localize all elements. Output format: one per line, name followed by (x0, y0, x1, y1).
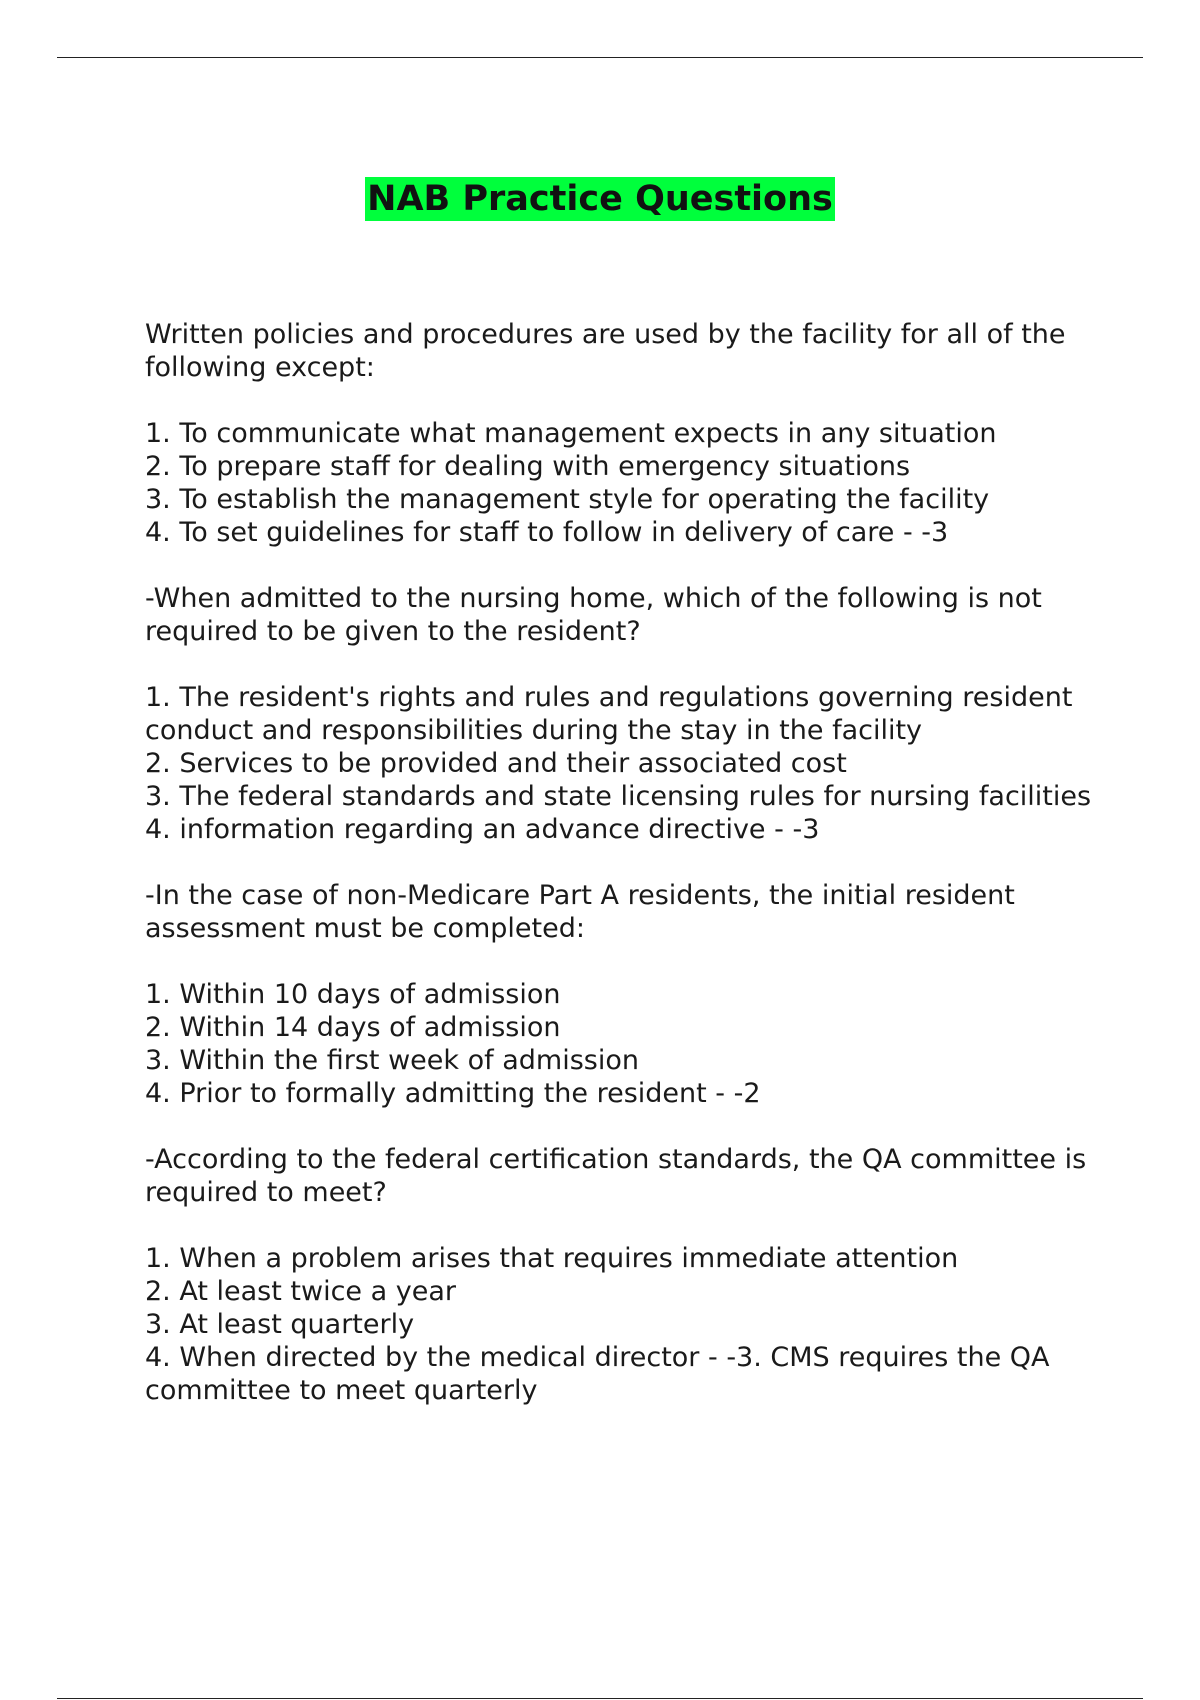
question-text: -When admitted to the nursing home, which of the following is not required to be given to the resident? (145, 583, 1042, 647)
question-block (145, 318, 1105, 549)
question-block (145, 879, 1105, 1110)
option-item: 2. Within 14 days of admission (145, 1012, 561, 1043)
option-item: 1. To communicate what management expects in any situation (145, 418, 997, 449)
option-item: 1. Within 10 days of admission (145, 979, 561, 1010)
question-block (145, 1143, 1105, 1407)
option-item: 2. To prepare staff for dealing with emergency situations (145, 451, 911, 482)
option-item: 3. The federal standards and state licensing rules for nursing facilities (145, 781, 1092, 812)
bottom-divider (57, 1698, 1143, 1699)
option-item: 2. Services to be provided and their associated cost (145, 748, 847, 779)
option-item: 3. Within the first week of admission (145, 1045, 639, 1076)
option-item: 2. At least twice a year (145, 1276, 456, 1307)
page-title: NAB Practice Questions (367, 179, 833, 219)
option-item: 1. When a problem arises that requires immediate attention (145, 1243, 959, 1274)
question-text: -According to the federal certification standards, the QA committee is required to meet? (145, 1144, 1087, 1208)
question-block (145, 582, 1105, 846)
option-item: 4. Prior to formally admitting the resident - -2 (145, 1078, 761, 1109)
option-list (145, 1242, 1105, 1407)
top-divider (57, 57, 1143, 58)
option-list (145, 681, 1105, 846)
question-text: -In the case of non-Medicare Part A residents, the initial resident assessment must be completed: (145, 880, 1015, 944)
question-text: Written policies and procedures are used by the facility for all of the following except: (145, 319, 1066, 383)
option-list (145, 978, 1105, 1110)
option-item: 4. When directed by the medical director - -3. CMS requires the QA committee to meet quarterly (145, 1342, 1050, 1406)
option-item: 4. information regarding an advance directive - -3 (145, 814, 820, 845)
questions-body (145, 318, 1105, 1440)
option-item: 1. The resident's rights and rules and regulations governing resident conduct and responsibilities during the stay in the facility (145, 682, 1073, 746)
title-container (0, 177, 1200, 221)
option-item: 3. To establish the management style for operating the facility (145, 484, 990, 515)
option-item: 3. At least quarterly (145, 1309, 415, 1340)
option-list (145, 417, 1105, 549)
option-item: 4. To set guidelines for staff to follow in delivery of care - -3 (145, 517, 949, 548)
